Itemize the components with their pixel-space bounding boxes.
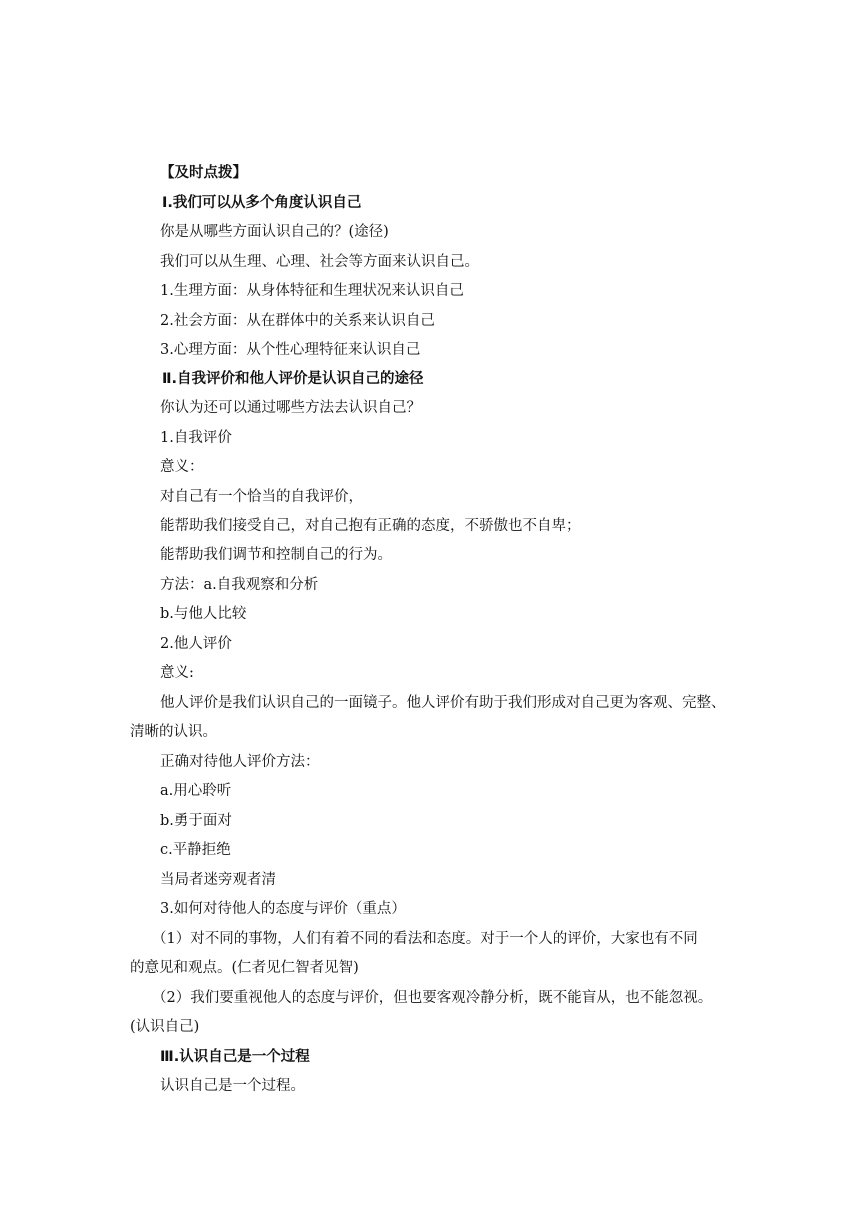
section-1-answer: 我们可以从生理、心理、社会等方面来认识自己。 — [160, 254, 479, 270]
self-evaluation-meaning-1: 对自己有一个恰当的自我评价， — [160, 489, 363, 505]
section-3-title: Ⅲ.认识自己是一个过程 — [160, 1049, 310, 1065]
attitude-point-1-line-2: 的意见和观点。(仁者见仁智者见智) — [130, 960, 359, 976]
section-1-title: Ⅰ.我们可以从多个角度认识自己 — [162, 195, 362, 211]
section-1-item-2: 2.社会方面：从在群体中的关系来认识自己 — [160, 313, 435, 329]
attitude-point-1-line-1: （1）对不同的事物，人们有着不同的看法和态度。对于一个人的评价，大家也有不同 — [152, 931, 698, 947]
attitude-point-2-line-2: (认识自己) — [130, 1019, 200, 1035]
section-heading: 【及时点拨】 — [160, 165, 247, 181]
others-evaluation-method-b: b.勇于面对 — [160, 813, 232, 829]
attitude-point-2-line-1: （2）我们要重视他人的态度与评价，但也要客观冷静分析，既不能盲从，也不能忽视。 — [152, 990, 713, 1006]
section-1-item-3: 3.心理方面：从个性心理特征来认识自己 — [160, 342, 421, 358]
others-evaluation-method-c: c.平静拒绝 — [160, 842, 231, 858]
others-evaluation-meaning-line-2: 清晰的认识。 — [130, 724, 217, 740]
section-2-question: 你认为还可以通过哪些方法去认识自己？ — [160, 400, 421, 416]
self-evaluation-heading: 1.自我评价 — [160, 430, 232, 446]
section-1-item-1: 1.生理方面：从身体特征和生理状况来认识自己 — [160, 283, 464, 299]
others-evaluation-method-label: 正确对待他人评价方法： — [160, 754, 320, 770]
proverb-line: 当局者迷旁观者清 — [160, 872, 276, 888]
section-1-question: 你是从哪些方面认识自己的？(途径) — [160, 224, 389, 240]
others-evaluation-meaning-label: 意义: — [160, 665, 194, 681]
others-evaluation-method-a: a.用心聆听 — [160, 783, 232, 799]
attitude-heading: 3.如何对待他人的态度与评价（重点） — [160, 901, 406, 917]
self-evaluation-meaning-label: 意义： — [160, 459, 204, 475]
section-3-text: 认识自己是一个过程。 — [160, 1078, 305, 1094]
others-evaluation-heading: 2.他人评价 — [160, 636, 232, 652]
self-evaluation-meaning-2: 能帮助我们接受自己，对自己抱有正确的态度，不骄傲也不自卑； — [160, 518, 581, 534]
section-2-title: Ⅱ.自我评价和他人评价是认识自己的途径 — [162, 371, 424, 387]
self-evaluation-meaning-3: 能帮助我们调节和控制自己的行为。 — [160, 547, 392, 563]
self-evaluation-method-a: 方法：a.自我观察和分析 — [160, 577, 319, 593]
self-evaluation-method-b: b.与他人比较 — [160, 606, 247, 622]
others-evaluation-meaning-line-1: 他人评价是我们认识自己的一面镜子。他人评价有助于我们形成对自己更为客观、完整、 — [160, 695, 726, 711]
